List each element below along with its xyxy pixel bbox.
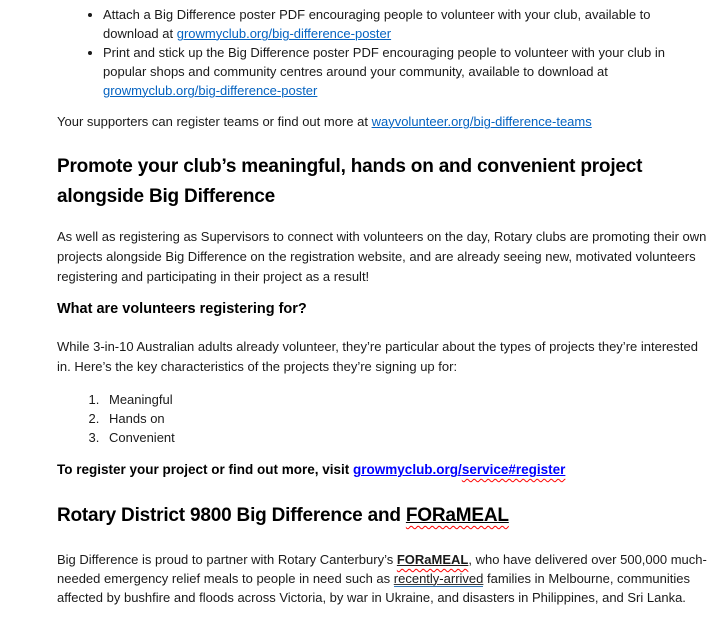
- supporters-line: [57, 112, 707, 132]
- paragraph-promote: As well as registering as Supervisors to connect with volunteers on the day, Rotary clubs are promoting their own projects alongside Big Difference on the registration website, and are already seeing new, motivated volunteers registering and participating in their project as a result!: [57, 229, 707, 284]
- partner-text: Big Difference is proud to partner with Rotary Canterbury’s: [57, 552, 397, 567]
- foramal-brand: FORaMEAL: [396, 552, 469, 567]
- foramal-brand: FORaMEAL: [405, 505, 509, 526]
- register-text: To register your project or find out more, visit: [57, 462, 354, 477]
- partner-text: families in Melbourne, communities affected by bushfire and floods across Victoria, by war in Ukraine, and disasters in Philippines, and Sri Lanka.: [57, 571, 691, 605]
- register-link-anchor: service#register: [461, 462, 566, 477]
- grammar-flagged-text: recently-arrived: [393, 571, 484, 586]
- heading-promote: Promote your club’s meaningful, hands on and convenient project alongside Big Difference: [57, 156, 643, 207]
- paragraph-partner: [57, 550, 707, 607]
- bullet-text: Print and stick up the Big Difference poster PDF encouraging people to volunteer with your club in popular shops and community centres around your community, available to download at: [103, 45, 665, 79]
- bullet-item: [103, 5, 707, 43]
- heading-what-registering: What are volunteers registering for?: [57, 301, 307, 317]
- bullet-item: [103, 43, 707, 100]
- heading-rotary-text: Rotary District 9800 Big Difference and: [57, 505, 406, 526]
- list-item: 2. Hands on: [103, 409, 707, 428]
- heading-rotary-foramal: [57, 501, 707, 531]
- document-page: [57, 5, 707, 607]
- bullet-list: [57, 5, 707, 100]
- list-item: 3. Convenient: [103, 428, 707, 447]
- register-link-base: growmyclub.org/: [353, 462, 462, 477]
- partner-text: , who have delivered over 500,000 much-needed emergency relief meals to people in need such as: [57, 552, 707, 586]
- teams-link[interactable]: wayvolunteer.org/big-difference-teams: [371, 114, 592, 129]
- poster-link[interactable]: growmyclub.org/big-difference-poster: [176, 26, 392, 41]
- list-item: 1. Meaningful: [103, 390, 707, 409]
- register-link[interactable]: [353, 462, 565, 477]
- numbered-list: [57, 390, 707, 447]
- supporters-text: Your supporters can register teams or find out more at: [57, 114, 372, 129]
- bullet-text: Attach a Big Difference poster PDF encouraging people to volunteer with your club, available to download at: [103, 7, 651, 41]
- poster-link[interactable]: growmyclub.org/big-difference-poster: [103, 83, 318, 98]
- paragraph-what: While 3-in-10 Australian adults already volunteer, they’re particular about the types of projects they’re interested in. Here’s the key characteristics of the projects they’re signing up for:: [57, 339, 698, 374]
- register-cta-line: [57, 460, 707, 480]
